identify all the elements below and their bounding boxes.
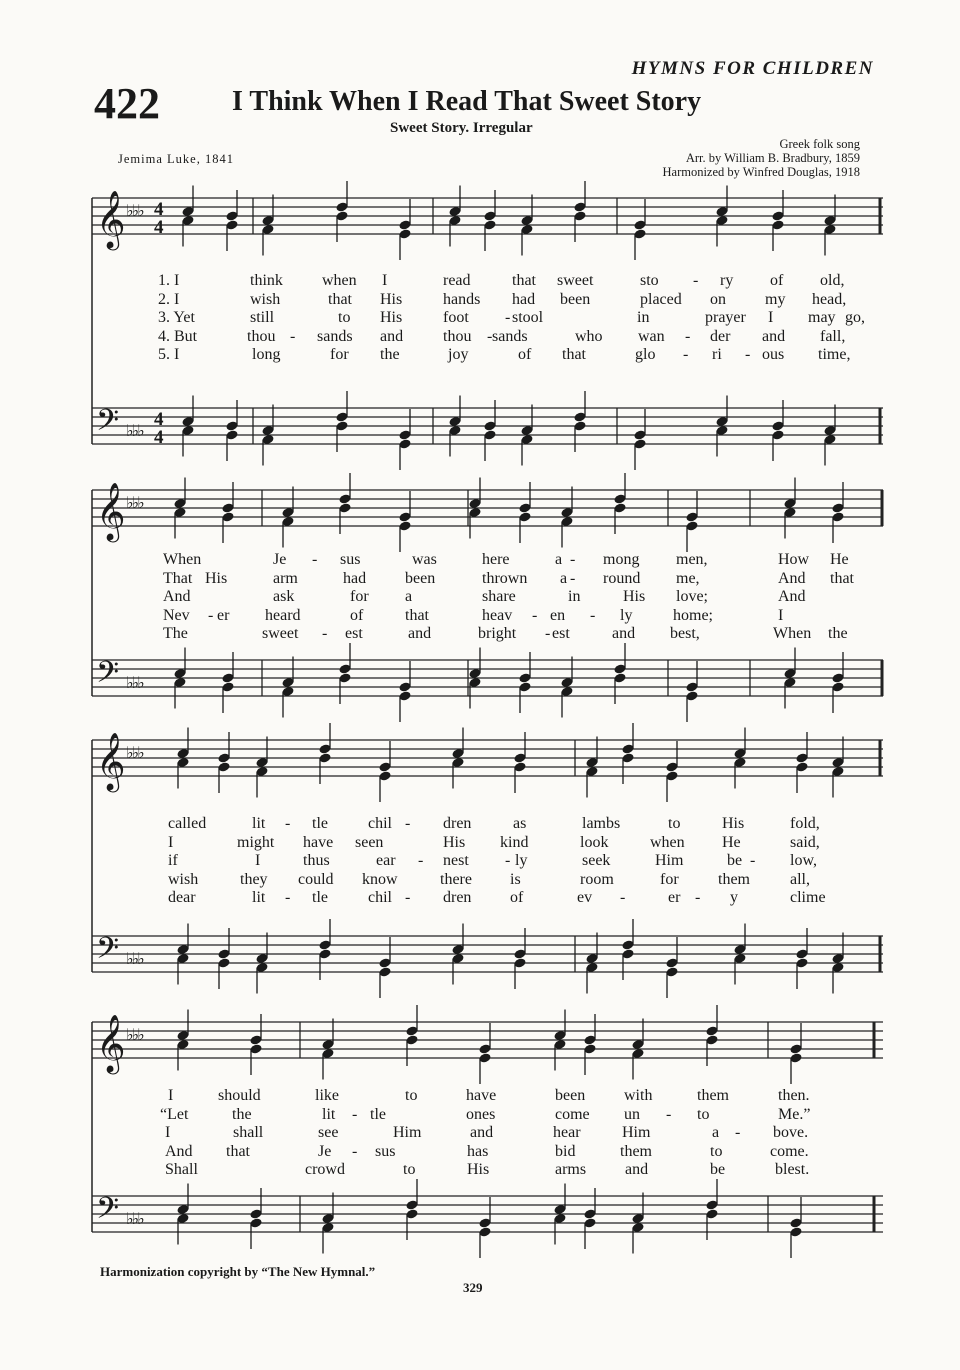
bass-clef-icon: 𝄢 [96, 1192, 120, 1233]
lyric-syllable: see [318, 1124, 339, 1141]
lyric-syllable: the [380, 346, 400, 363]
lyric-syllable: sands [492, 327, 528, 345]
bass-clef-icon: 𝄢 [96, 656, 120, 697]
lyric-syllable: I [778, 606, 784, 624]
lyric-syllable: been [560, 290, 591, 308]
arranger-credit: Arr. by William B. Bradbury, 1859 [685, 151, 860, 165]
bass-clef-icon: 𝄢 [96, 404, 120, 445]
lyric-syllable: and [625, 1161, 649, 1178]
lyric-syllable: - [750, 852, 756, 869]
lyric-syllable: ly [515, 852, 528, 869]
lyric-syllable: in [568, 588, 581, 605]
lyric-syllable: - [505, 309, 511, 326]
lyric-syllable: to [668, 815, 681, 832]
lyric-syllable: here [482, 551, 510, 568]
lyric-syllable: is [510, 870, 521, 888]
lyric-syllable: - [290, 327, 296, 345]
lyric-syllable: lit [252, 889, 266, 906]
lyric-syllable: who [575, 327, 603, 345]
lyric-syllable: the [232, 1105, 252, 1123]
lyric-syllable: - [285, 815, 291, 832]
lyric-syllable: mong [603, 551, 640, 568]
lyric-syllable: The [163, 625, 188, 642]
source-credit: Greek folk song [779, 137, 860, 151]
lyric-syllable: still [250, 309, 275, 326]
lyric-syllable: I [165, 1124, 171, 1141]
lyric-syllable: had [343, 569, 367, 587]
lyric-syllable: seek [582, 852, 611, 869]
lyric-syllable: be [710, 1161, 726, 1178]
lyric-syllable: stool [512, 309, 544, 326]
lyric-syllable: Him [622, 1124, 651, 1141]
copyright-note: Harmonization copyright by “The New Hymnal.” [100, 1264, 376, 1279]
lyric-syllable: - [570, 551, 576, 568]
lyric-syllable: a [560, 569, 568, 587]
lyric-syllable: Him [393, 1124, 422, 1141]
key-signature: ♭♭♭ [126, 1209, 143, 1228]
lyric-syllable: When [773, 625, 812, 642]
lyric-syllable: y [730, 889, 738, 906]
lyric-syllable: that [226, 1142, 250, 1160]
lyric-syllable: said, [790, 833, 820, 851]
treble-clef-icon: 𝄞 [96, 482, 126, 540]
lyric-syllable: His [623, 588, 646, 605]
lyric-syllable: for [330, 346, 349, 363]
lyric-syllable: ear [376, 852, 396, 869]
lyric-syllable: fall, [820, 327, 846, 345]
lyric-syllable: ri [712, 346, 722, 363]
lyric-syllable: had [512, 290, 536, 308]
lyric-syllable: 1. I [158, 272, 180, 289]
lyric-syllable: has [467, 1142, 489, 1160]
lyric-syllable: His [467, 1161, 490, 1178]
lyric-syllable: dren [443, 815, 472, 832]
lyric-syllable: - [405, 889, 411, 906]
lyric-syllable: er [668, 889, 681, 906]
lyric-syllable: could [298, 870, 334, 888]
lyric-syllable: like [315, 1087, 339, 1104]
lyric-syllable: a [555, 551, 563, 568]
lyric-syllable: of [510, 889, 524, 906]
bass-clef-icon: 𝄢 [96, 932, 120, 973]
lyric-syllable: heav [482, 606, 513, 624]
lyric-syllable: Him [655, 852, 684, 869]
lyric-syllable: - [532, 606, 538, 624]
lyric-syllable: low, [790, 852, 817, 869]
key-signature: ♭♭♭ [126, 493, 143, 512]
lyric-syllable: room [580, 870, 614, 888]
lyric-syllable: His [380, 290, 403, 308]
lyric-syllable: foot [443, 309, 469, 326]
lyric-syllable: of [350, 606, 364, 624]
lyric-syllable: He [830, 551, 849, 568]
lyric-syllable: kind [500, 833, 529, 851]
lyric-syllable: lit [322, 1105, 336, 1123]
lyric-syllable: to [338, 309, 351, 326]
lyric-syllable: bove. [773, 1124, 809, 1141]
lyric-syllable: Shall [165, 1161, 198, 1178]
lyric-syllable: - [745, 346, 751, 363]
lyric-syllable: then. [778, 1087, 810, 1104]
lyric-syllable: Me.” [778, 1105, 811, 1123]
lyric-syllable: shall [233, 1124, 264, 1141]
lyric-syllable: I [768, 309, 774, 326]
key-signature: ♭♭♭ [126, 743, 143, 762]
lyric-syllable: - [418, 852, 424, 869]
lyric-syllable: wish [250, 290, 281, 308]
lyric-syllable: long [252, 346, 281, 363]
lyric-syllable: come [555, 1105, 590, 1123]
lyric-syllable: He [722, 833, 741, 851]
lyric-syllable: bright [478, 625, 517, 642]
lyric-syllable: tle [312, 815, 328, 832]
lyric-syllable: go, [845, 309, 865, 326]
lyric-syllable: seen [355, 833, 384, 851]
time-signature-top: 4 [154, 409, 164, 430]
lyric-syllable: - [683, 346, 689, 363]
lyric-syllable: think [250, 272, 283, 289]
lyric-syllable: wan [638, 327, 665, 345]
lyric-syllable: best, [670, 625, 700, 642]
lyric-syllable: of [518, 346, 532, 363]
lyric-syllable: - [312, 551, 318, 568]
lyric-syllable: bid [555, 1142, 576, 1160]
lyric-syllable: crowd [305, 1161, 345, 1178]
lyric-syllable: the [828, 625, 848, 642]
lyric-syllable: to [405, 1087, 418, 1104]
lyric-syllable: thrown [482, 569, 528, 587]
lyric-syllable: Nev [163, 606, 190, 624]
lyric-syllable: love; [676, 588, 708, 605]
lyric-syllable: in [637, 309, 650, 326]
lyric-syllable: me, [676, 569, 700, 587]
lyric-syllable: Je [273, 551, 287, 568]
lyric-syllable: - [735, 1124, 741, 1141]
lyric-syllable: fold, [790, 815, 820, 832]
lyric-syllable: that [405, 606, 429, 624]
lyric-syllable: know [362, 870, 398, 888]
lyric-syllable: His [443, 833, 466, 851]
time-signature-top: 4 [154, 199, 164, 220]
lyric-syllable: - [285, 889, 291, 906]
lyric-syllable: ry [720, 272, 734, 289]
lyric-syllable: heard [265, 606, 301, 624]
lyric-syllable: them [697, 1087, 729, 1104]
lyric-syllable: - [685, 327, 691, 345]
lyric-syllable: read [443, 272, 471, 289]
lyric-syllable: ous [762, 346, 785, 363]
lyric-syllable: - [590, 606, 596, 624]
lyric-syllable: a [712, 1124, 720, 1141]
lyric-syllable: - [352, 1142, 358, 1160]
treble-clef-icon: 𝄞 [96, 732, 126, 790]
lyric-syllable: that [830, 569, 854, 587]
lyric-syllable: And [165, 1142, 193, 1160]
lyric-syllable: How [778, 551, 810, 568]
lyric-syllable: glo [635, 346, 656, 363]
lyric-syllable: been [555, 1087, 586, 1104]
lyric-syllable: tle [370, 1105, 386, 1123]
lyric-syllable: joy [448, 346, 469, 363]
lyric-syllable: have [303, 833, 334, 851]
lyric-syllable: if [168, 852, 178, 869]
lyric-syllable: 2. I [158, 290, 180, 308]
lyric-syllable: 3. Yet [158, 309, 195, 326]
lyric-syllable: er [217, 606, 230, 624]
lyric-syllable: to [697, 1105, 710, 1123]
lyric-syllable: prayer [705, 309, 746, 326]
lyric-syllable: round [603, 569, 641, 587]
lyric-syllable: Je [318, 1142, 332, 1160]
lyric-syllable: time, [818, 346, 851, 363]
lyric-syllable: thou [247, 327, 276, 345]
lyric-syllable: His [205, 569, 228, 587]
lyric-syllable: sweet [262, 625, 299, 642]
lyric-syllable: sto [640, 272, 659, 289]
lyric-syllable: - [545, 625, 551, 642]
lyric-syllable: - [487, 327, 493, 345]
lyric-syllable: placed [640, 290, 682, 308]
lyric-syllable: of [770, 272, 784, 289]
lyric-syllable: hear [553, 1124, 581, 1141]
lyric-syllable: ly [620, 606, 633, 624]
lyric-syllable: might [237, 833, 275, 851]
lyric-syllable: as [513, 815, 527, 832]
lyric-syllable: nest [443, 852, 469, 869]
lyric-syllable: 4. But [158, 327, 198, 345]
key-signature: ♭♭♭ [126, 1025, 143, 1044]
lyric-syllable: I [168, 1087, 174, 1104]
lyric-syllable: - [695, 889, 701, 906]
lyric-syllable: And [778, 569, 806, 587]
lyric-syllable: with [624, 1087, 653, 1104]
time-signature-bottom: 4 [154, 427, 164, 448]
harmonizer-credit: Harmonized by Winfred Douglas, 1918 [662, 165, 860, 179]
lyric-syllable: been [405, 569, 436, 587]
lyric-syllable: was [412, 551, 437, 568]
lyric-syllable: called [168, 815, 207, 832]
lyric-syllable: ev [577, 889, 593, 906]
lyric-syllable: tle [312, 889, 328, 906]
hymn-title: I Think When I Read That Sweet Story [232, 86, 702, 117]
lyric-syllable: - [570, 569, 576, 587]
lyric-syllable: der [710, 327, 731, 345]
lyric-syllable: When [163, 551, 202, 568]
lyric-syllable: old, [820, 272, 845, 289]
key-signature: ♭♭♭ [126, 673, 143, 692]
lyric-syllable: sweet [557, 272, 594, 289]
lyric-syllable: share [482, 588, 516, 605]
lyric-syllable: on [710, 290, 726, 308]
lyric-syllable: and [762, 327, 786, 345]
tune-name: Sweet Story. Irregular [390, 120, 533, 136]
key-signature: ♭♭♭ [126, 421, 143, 440]
lyric-syllable: to [403, 1161, 416, 1178]
author-credit: Jemima Luke, 1841 [118, 152, 234, 166]
lyric-syllable: my [765, 290, 786, 308]
lyric-syllable: sus [375, 1142, 396, 1160]
lyric-syllable: - [208, 606, 214, 624]
lyric-syllable: and [380, 327, 404, 345]
lyric-syllable: for [350, 588, 369, 605]
lyric-syllable: look [580, 833, 609, 851]
lyric-syllable: That [163, 569, 193, 587]
lyric-syllable: dear [168, 889, 196, 906]
lyric-syllable: that [562, 346, 586, 363]
lyric-syllable: - [352, 1105, 358, 1123]
lyric-syllable: And [163, 588, 191, 605]
lyric-syllable: un [624, 1105, 640, 1123]
lyric-syllable: dren [443, 889, 472, 906]
lyric-syllable: en [550, 606, 566, 624]
lyric-syllable: - [405, 815, 411, 832]
page-number: 329 [463, 1280, 483, 1295]
lyric-syllable: wish [168, 870, 199, 888]
lyric-syllable: they [240, 870, 268, 888]
lyric-syllable: I [382, 272, 388, 289]
lyric-syllable: may [808, 309, 836, 326]
hymn-number: 422 [94, 79, 160, 128]
lyric-syllable: and [408, 625, 432, 642]
lyric-syllable: ones [466, 1105, 496, 1123]
lyric-syllable: when [650, 833, 685, 851]
key-signature: ♭♭♭ [126, 201, 143, 220]
lyric-syllable: - [620, 889, 626, 906]
lyric-syllable: a [405, 588, 413, 605]
lyric-syllable: thou [443, 327, 472, 345]
lyric-syllable: thus [303, 852, 330, 869]
lyric-syllable: “Let [160, 1105, 189, 1123]
lyric-syllable: est [345, 625, 363, 642]
lyric-syllable: them [718, 870, 750, 888]
lyric-syllable: lit [252, 815, 266, 832]
lyric-syllable: to [710, 1142, 723, 1160]
section-title: HYMNS FOR CHILDREN [631, 58, 874, 79]
lyric-syllable: there [440, 870, 472, 888]
lyric-syllable: when [322, 272, 357, 289]
lyric-syllable: 5. I [158, 346, 180, 363]
lyric-syllable: - [666, 1105, 672, 1123]
treble-clef-icon: 𝄞 [96, 1014, 126, 1072]
lyric-syllable: for [660, 870, 679, 888]
lyric-syllable: - [693, 272, 699, 289]
lyric-syllable: chil [368, 889, 392, 906]
lyric-syllable: them [620, 1142, 652, 1160]
lyric-syllable: chil [368, 815, 392, 832]
lyric-syllable: home; [673, 606, 713, 624]
lyric-syllable: have [466, 1087, 497, 1104]
lyric-syllable: that [512, 272, 536, 289]
lyric-syllable: ask [273, 588, 295, 605]
lyric-syllable: should [218, 1087, 261, 1104]
lyric-syllable: His [722, 815, 745, 832]
lyric-syllable: - [322, 625, 328, 642]
lyric-syllable: all, [790, 870, 810, 888]
lyric-syllable: - [505, 852, 511, 869]
lyric-syllable: And [778, 588, 806, 605]
lyric-syllable: head, [812, 290, 847, 308]
key-signature: ♭♭♭ [126, 949, 143, 968]
lyric-syllable: est [552, 625, 570, 642]
lyric-syllable: men, [676, 551, 708, 568]
lyric-syllable: lambs [582, 815, 621, 832]
time-signature-bottom: 4 [154, 217, 164, 238]
lyric-syllable: that [328, 290, 352, 308]
lyric-syllable: blest. [775, 1161, 810, 1178]
lyric-syllable: be [727, 852, 743, 869]
lyric-syllable: I [255, 852, 261, 869]
lyric-syllable: arms [555, 1161, 587, 1178]
lyric-syllable: come. [770, 1142, 809, 1160]
lyric-syllable: hands [443, 290, 481, 308]
lyric-syllable: I [168, 833, 174, 851]
treble-clef-icon: 𝄞 [96, 190, 126, 248]
lyric-syllable: sus [340, 551, 361, 568]
lyric-syllable: clime [790, 889, 826, 906]
lyric-syllable: His [380, 309, 403, 326]
lyric-syllable: and [612, 625, 636, 642]
lyric-syllable: and [470, 1124, 494, 1141]
lyric-syllable: arm [273, 569, 298, 587]
lyric-syllable: sands [317, 327, 353, 345]
